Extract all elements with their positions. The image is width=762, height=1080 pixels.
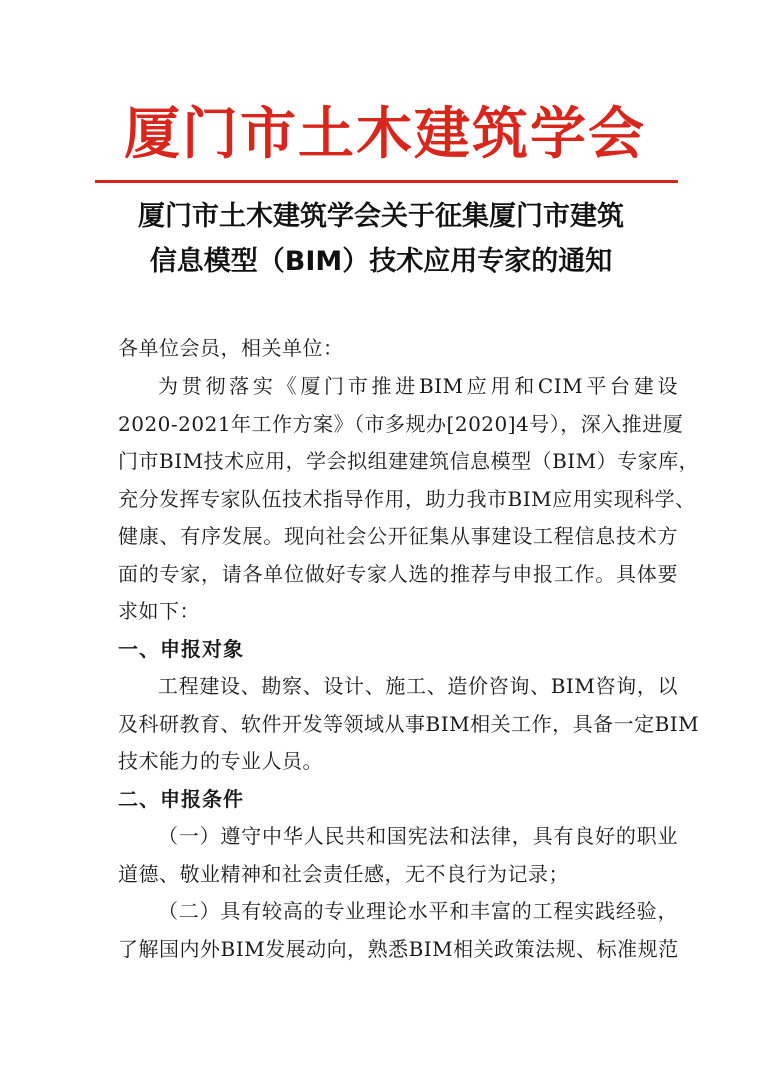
intro-line: 面的专家，请各单位做好专家人选的推荐与申报工作。具体要: [118, 562, 678, 586]
masthead-red-rule: [95, 180, 678, 183]
intro-line: 门市BIM技术应用，学会拟组建建筑信息模型（BIM）专家库，: [118, 449, 700, 473]
condition1-line: （一）遵守中华人民共和国宪法和法律，具有良好的职业: [158, 824, 678, 848]
intro-line: 2020-2021年工作方案》（市多规办[2020]4号），深入推进厦: [118, 412, 684, 436]
section-heading: 二、申报条件: [118, 787, 244, 811]
section-heading: 一、申报对象: [118, 637, 244, 661]
condition2-line: 了解国内外BIM发展动向，熟悉BIM相关政策法规、标准规范: [118, 937, 679, 961]
section1-line: 工程建设、勘察、设计、施工、造价咨询、BIM咨询，以: [158, 674, 678, 698]
intro-line: 为贯彻落实《厦门市推进BIM应用和CIM平台建设: [158, 374, 678, 398]
document-title-line-1: 厦门市土木建筑学会关于征集厦门市建筑: [138, 201, 624, 232]
salutation: 各单位会员，相关单位：: [118, 336, 344, 360]
condition2-line: （二）具有较高的专业理论水平和丰富的工程实践经验，: [158, 899, 678, 923]
masthead-org-name: 厦门市土木建筑学会: [124, 101, 646, 167]
intro-line: 健康、有序发展。现向社会公开征集从事建设工程信息技术方: [118, 524, 678, 548]
condition1-line: 道德、敬业精神和社会责任感，无不良行为记录；: [118, 862, 569, 886]
intro-line: 充分发挥专家队伍技术指导作用，助力我市BIM应用实现科学、: [118, 487, 696, 511]
section1-line: 技术能力的专业人员。: [118, 749, 323, 773]
document-title-line-2: 信息模型（BIM）技术应用专家的通知: [149, 246, 613, 277]
intro-line: 求如下：: [118, 599, 200, 623]
section1-line: 及科研教育、软件开发等领域从事BIM相关工作，具备一定BIM: [118, 712, 700, 736]
